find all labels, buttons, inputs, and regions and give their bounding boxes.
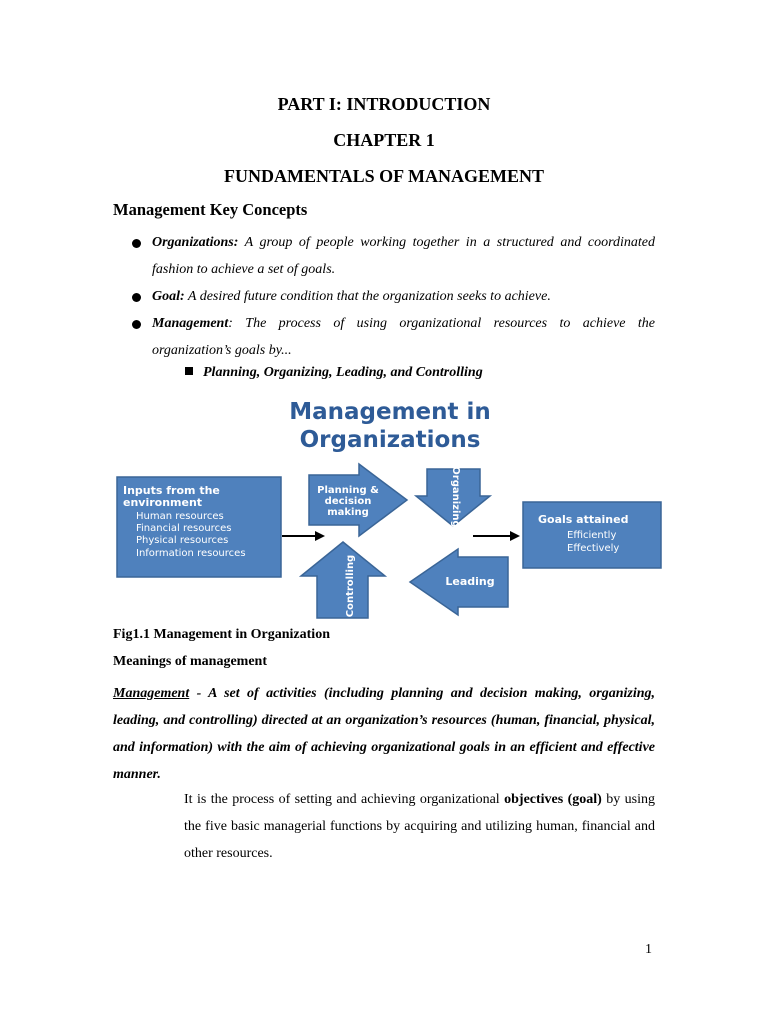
concept-list <box>132 229 655 364</box>
bullet-dot-icon <box>132 320 141 329</box>
planning-label-line3: making <box>327 507 369 518</box>
bullet-dot-icon <box>132 293 141 302</box>
arrowhead-icon <box>315 531 325 541</box>
chapter-title: FUNDAMENTALS OF MANAGEMENT <box>224 166 544 186</box>
goals-title: Goals attained <box>538 513 629 526</box>
concept-text: : The process of using organizational resources to achieve the organization’s goals by... <box>152 316 655 358</box>
concept-item <box>132 283 655 310</box>
organizing-label: Organizing <box>450 466 461 528</box>
chapter-heading: CHAPTER 1 <box>333 130 435 150</box>
definition-dash: - <box>189 686 209 701</box>
concept-term: Organizations: <box>152 235 239 250</box>
figure-caption: Fig1.1 Management in Organization <box>113 627 330 642</box>
paragraph-body <box>158 786 655 867</box>
leading-label: Leading <box>445 575 495 588</box>
subsection-heading: Meanings of management <box>113 654 267 669</box>
part-heading: PART I: INTRODUCTION <box>277 94 491 114</box>
section-title: Management Key Concepts <box>113 200 308 219</box>
concept-term: Goal: <box>152 289 185 304</box>
management-diagram <box>112 392 668 622</box>
concept-term: Management <box>152 316 229 331</box>
square-bullet-icon <box>185 367 193 375</box>
bullet-dot-icon <box>132 239 141 248</box>
input-item: Financial resources <box>136 523 232 534</box>
diagram-graphic <box>112 392 668 622</box>
page-number: 1 <box>645 942 652 957</box>
input-item: Physical resources <box>136 535 229 546</box>
management-definition <box>113 680 655 788</box>
paragraph-text: by using the five basic managerial functions by acquiring and utilizing human, financial and other resources. <box>184 792 655 861</box>
definition-text: A set of activities (including planning and decision making, organizing, leading, and controlling) directed at an organization’s resources (human, financial, physical, and information) with the aim of achieving organizational goals in an efficient and effective manner. <box>113 686 655 782</box>
concept-text: A group of people working together in a structured and coordinated fashion to achieve a set of goals. <box>152 235 655 277</box>
diagram-title-line2: Organizations <box>299 427 481 453</box>
controlling-label: Controlling <box>345 554 356 618</box>
paragraph-bold: objectives (goal) <box>504 792 602 807</box>
planning-label-line1: Planning & <box>317 485 379 496</box>
input-item: Human resources <box>136 511 224 522</box>
definition-term: Management <box>113 686 190 701</box>
planning-label-line2: decision <box>324 496 372 507</box>
arrowhead-icon <box>510 531 520 541</box>
inputs-title-line1: Inputs from the <box>123 484 220 497</box>
goal-item: Efficiently <box>567 530 617 541</box>
diagram-title-line1: Management in <box>289 399 491 425</box>
concept-item <box>132 310 655 364</box>
paragraph-text: It is the process of setting and achieving organizational <box>184 792 505 807</box>
controlling-arrow <box>301 542 385 618</box>
inputs-title-line2: environment <box>123 496 203 509</box>
concept-text: A desired future condition that the organization seeks to achieve. <box>184 289 551 304</box>
sub-bullet-text: Planning, Organizing, Leading, and Controlling <box>203 365 483 380</box>
concept-item <box>132 229 655 283</box>
input-item: Information resources <box>136 548 246 559</box>
goal-item: Effectively <box>567 543 620 554</box>
sub-bullet <box>185 365 483 381</box>
explanation-paragraph <box>158 786 655 867</box>
